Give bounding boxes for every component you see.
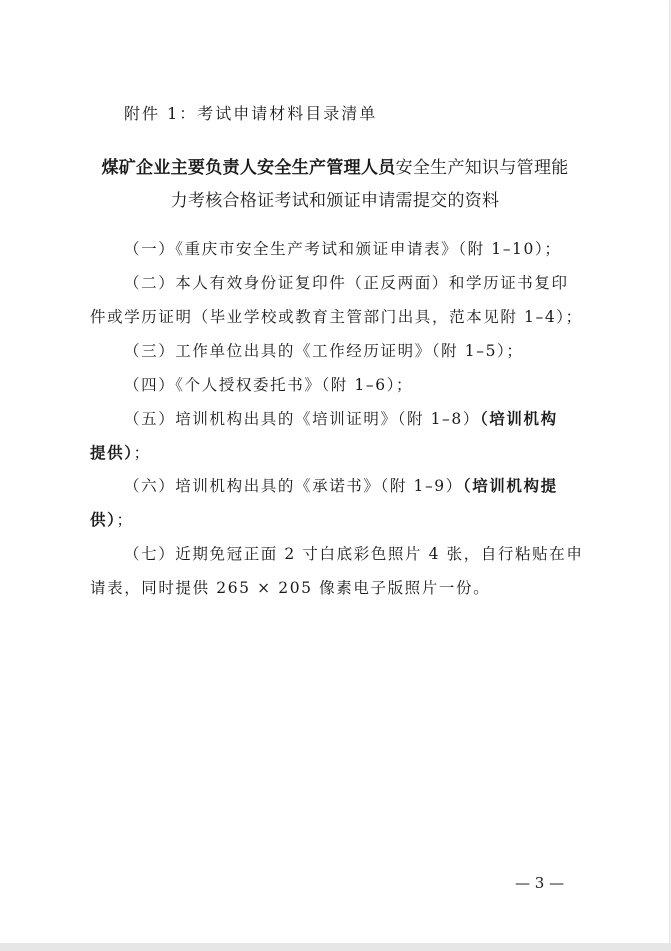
list-item-6-line-2 (90, 508, 134, 530)
document-title-line-2: 力考核合格证考试和颁证申请需提交的资料 (170, 191, 500, 211)
list-item-7-line-2: 请表，同时提供 265 × 205 像素电子版照片一份。 (90, 579, 491, 597)
list-item-5-line-2 (90, 441, 151, 463)
list-item-6-note: （培训机构提 (462, 476, 558, 495)
list-item-5-punct: ； (133, 444, 151, 462)
list-item-5-text: （五）培训机构出具的《培训证明》（附 1–8） (124, 410, 480, 428)
document-title-line-1 (70, 153, 600, 178)
list-item-7-line-1: （七）近期免冠正面 2 寸白底彩色照片 4 张，自行粘贴在申 (124, 545, 584, 563)
list-item-6-punct: ； (116, 511, 134, 529)
list-item-2-line-1: （二）本人有效身份证复印件（正反两面）和学历证书复印 (124, 274, 569, 292)
list-item-6-text: （六）培训机构出具的《承诺书》（附 1–9） (124, 477, 463, 495)
list-item-6-note-end: 供） (90, 510, 117, 529)
list-item-2-line-2: 件或学历证明（毕业学校或教育主管部门出具，范本见附 1–4）； (90, 308, 583, 326)
attachment-heading: 附件 1：考试申请材料目录清单 (124, 104, 378, 123)
list-item-5-line-1 (124, 407, 558, 429)
list-item-3: （三）工作单位出具的《工作经历证明》（附 1–5）； (124, 342, 524, 360)
page-bottom-edge (0, 943, 671, 951)
title-bold-part: 煤矿企业主要负责人安全生产管理人员 (101, 158, 396, 178)
page-number: — 3 — (515, 874, 565, 892)
list-item-5-note-end: 提供） (90, 443, 134, 462)
list-item-1: （一）《重庆市安全生产考试和颁证申请表》（附 1–10）； (124, 240, 562, 258)
list-item-5-note: （培训机构 (479, 409, 558, 428)
title-regular-part: 安全生产知识与管理能 (395, 158, 569, 178)
list-item-4: （四）《个人授权委托书》（附 1–6）； (124, 376, 414, 394)
list-item-6-line-1 (124, 474, 558, 496)
